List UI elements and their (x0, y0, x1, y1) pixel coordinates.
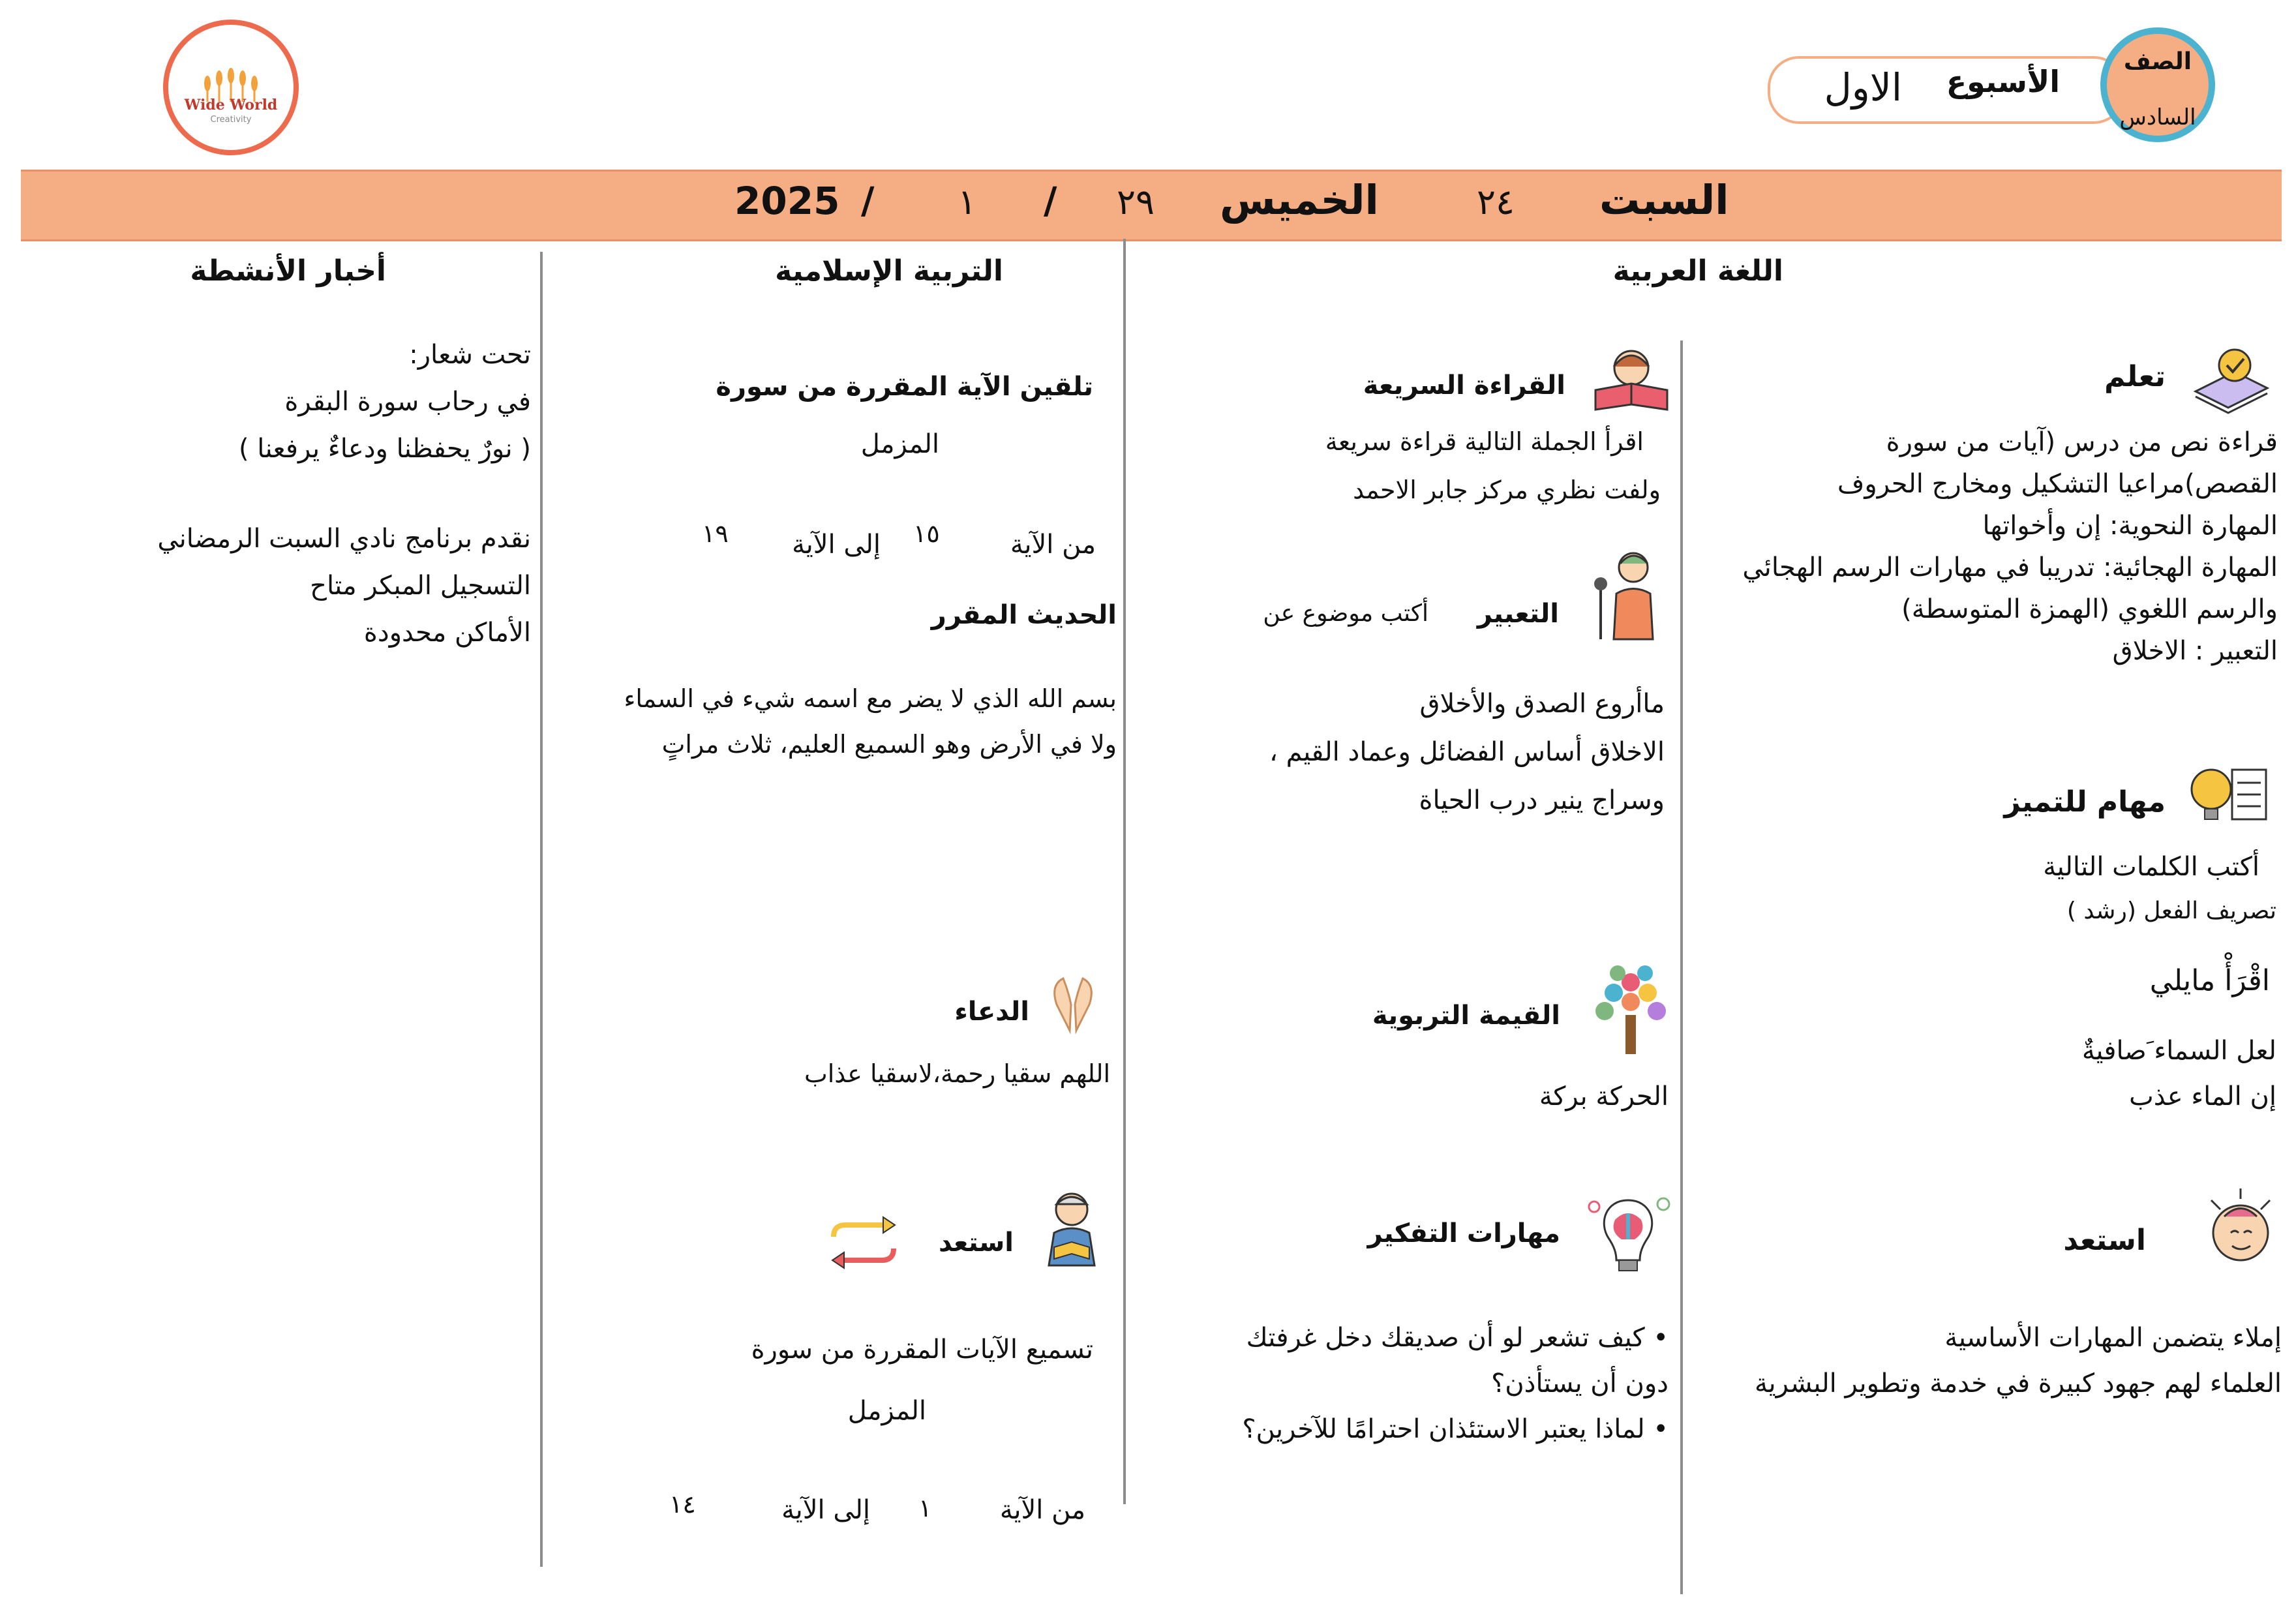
talqeen-to-label: إلى الآية (792, 530, 881, 560)
date-year: 2025 (734, 179, 840, 223)
week-value: الاول (1824, 65, 1902, 110)
heading-islamic: التربية الإسلامية (775, 254, 1003, 288)
talqeen-from-num: ١٥ (913, 519, 940, 548)
excel-title: مهام للتميز (2004, 785, 2166, 819)
think-lines (1242, 1315, 1669, 1452)
repeat-arrows-icon (824, 1213, 903, 1272)
brain-bulb-icon (1582, 1187, 1674, 1279)
hadith-line: بسم الله الذي لا يضر مع اسمه شيء في السماء (624, 684, 1117, 713)
expr-line: الاخلاق أساس الفضائل وعماد القيم ، (1269, 737, 1665, 767)
speed-line: ولفت نظري مركز جابر الاحمد (1353, 476, 1661, 504)
speed-lines (1325, 417, 1661, 514)
bulb-list-icon (2185, 757, 2270, 835)
day-from-num: ٢٤ (1477, 181, 1515, 222)
read-lines (2082, 1028, 2276, 1119)
speed-line: اقرأ الجملة التالية قراءة سريعة (1325, 427, 1644, 456)
expr-title: التعبير (1477, 599, 1559, 629)
dua-title: الدعاء (954, 997, 1029, 1027)
wheat-logo-icon (162, 18, 300, 157)
prep-from-label: من الآية (999, 1495, 1085, 1525)
date-sep-1: / (1044, 180, 1057, 222)
speed-title: القراءة السريعة (1363, 371, 1565, 401)
tree-icon (1585, 956, 1676, 1061)
divider-arabic-inner (1680, 340, 1683, 1594)
activities-line: ( نورٌ يحفظنا ودعاءٌ يرفعنا ) (238, 434, 531, 464)
thinking-face-icon (2205, 1187, 2276, 1265)
day-to-num: ٢٩ (1117, 181, 1155, 222)
think-line: • لماذا يعتبر الاستئذان احترامًا للآخرين؟ (1242, 1414, 1669, 1444)
prep-surah-islamic: المزمل (847, 1396, 926, 1426)
divider-islamic-activities (540, 252, 543, 1567)
day-to: الخميس (1220, 176, 1379, 224)
divider-arabic-islamic (1123, 239, 1126, 1504)
expr-inline: أكتب موضوع عن (1263, 600, 1428, 627)
prep-title-islamic: استعد (938, 1228, 1014, 1258)
prep-lines-arabic (1755, 1315, 2282, 1406)
heading-arabic: اللغة العربية (1612, 254, 1783, 288)
grade-value: السادس (2119, 104, 2196, 130)
activities-line: في رحاب سورة البقرة (284, 387, 531, 417)
logo-subtext: Creativity (210, 115, 252, 125)
date-sep-2: / (861, 180, 875, 222)
hadith-lines (624, 676, 1117, 767)
learn-line: المهارة النحوية: إن وأخواتها (1982, 511, 2278, 541)
day-from: السبت (1599, 176, 1729, 224)
read-title: اقْرَأْ مايلي (2149, 964, 2270, 997)
think-title: مهارات التفكير (1367, 1218, 1560, 1248)
think-line: • كيف تشعر لو أن صديقك دخل غرفتك (1246, 1323, 1669, 1353)
excel-line-1: أكتب الكلمات التالية (2043, 852, 2259, 882)
activities-block-2 (157, 515, 531, 656)
activities-line: الأماكن محدودة (363, 618, 531, 648)
think-line: دون أن يستأذن؟ (1491, 1369, 1669, 1399)
speaker-icon (1588, 548, 1666, 646)
activities-block-1 (239, 331, 531, 472)
prep-from-num: ١ (918, 1494, 932, 1522)
read-line: لعل السماء َصافيةٌ (2081, 1036, 2276, 1066)
expr-line: وسراج ينير درب الحياة (1419, 785, 1665, 815)
learn-line: التعبير : الاخلاق (2112, 636, 2278, 666)
hadith-line: ولا في الأرض وهو السميع العليم، ثلاث مراتٍ (661, 730, 1117, 759)
learn-lines (1742, 421, 2278, 672)
wide-world-logo (162, 18, 300, 157)
learn-line: المهارة الهجائية: تدريبا في مهارات الرسم الهجائي (1742, 552, 2278, 583)
read-line: إن الماء عذب (2129, 1082, 2276, 1112)
date-month: ١ (958, 181, 977, 222)
value-text: الحركة بركة (1539, 1082, 1669, 1112)
grade-label: الصف (2123, 48, 2192, 75)
prep-line-islamic: تسميع الآيات المقررة من سورة (751, 1335, 1093, 1365)
excel-line-2: تصريف الفعل (رشد ) (2066, 898, 2276, 924)
talqeen-from-label: من الآية (1010, 530, 1096, 560)
prep-title-arabic: استعد (2063, 1224, 2146, 1257)
learn-line: القصص)مراعيا التشكيل ومخارج الحروف (1837, 469, 2278, 499)
boy-reading-icon (1036, 1187, 1108, 1272)
expr-lines (1269, 680, 1665, 825)
talqeen-title: تلقين الآية المقررة من سورة (716, 372, 1093, 402)
dua-text: اللهم سقيا رحمة،لاسقيا عذاب (804, 1059, 1110, 1088)
value-title: القيمة التربوية (1372, 1001, 1560, 1031)
praying-hands-icon (1037, 965, 1109, 1037)
activities-line: نقدم برنامج نادي السبت الرمضاني (157, 524, 531, 554)
activities-line: التسجيل المبكر متاح (310, 571, 531, 601)
learn-line: قراءة نص من درس (آيات من سورة (1886, 427, 2278, 457)
expr-line: ماأروع الصدق والأخلاق (1419, 689, 1665, 719)
book-check-icon (2189, 346, 2274, 424)
learn-title: تعلم (2104, 360, 2166, 393)
talqeen-surah: المزمل (860, 429, 939, 459)
prep-line: إملاء يتضمن المهارات الأساسية (1944, 1323, 2282, 1353)
heading-activities: أخبار الأنشطة (190, 254, 386, 288)
learn-line: والرسم اللغوي (الهمزة المتوسطة) (1901, 594, 2278, 624)
reading-girl-icon (1589, 344, 1674, 416)
logo-text: Wide World (184, 97, 278, 113)
talqeen-to-num: ١٩ (702, 519, 729, 548)
week-label: الأسبوع (1946, 64, 2060, 99)
prep-line: العلماء لهم جهود كبيرة في خدمة وتطوير البشرية (1755, 1369, 2282, 1399)
prep-to-label: إلى الآية (781, 1495, 870, 1525)
activities-line: تحت شعار: (409, 340, 531, 370)
hadith-title: الحديث المقرر (931, 600, 1117, 630)
prep-to-num: ١٤ (669, 1490, 696, 1519)
